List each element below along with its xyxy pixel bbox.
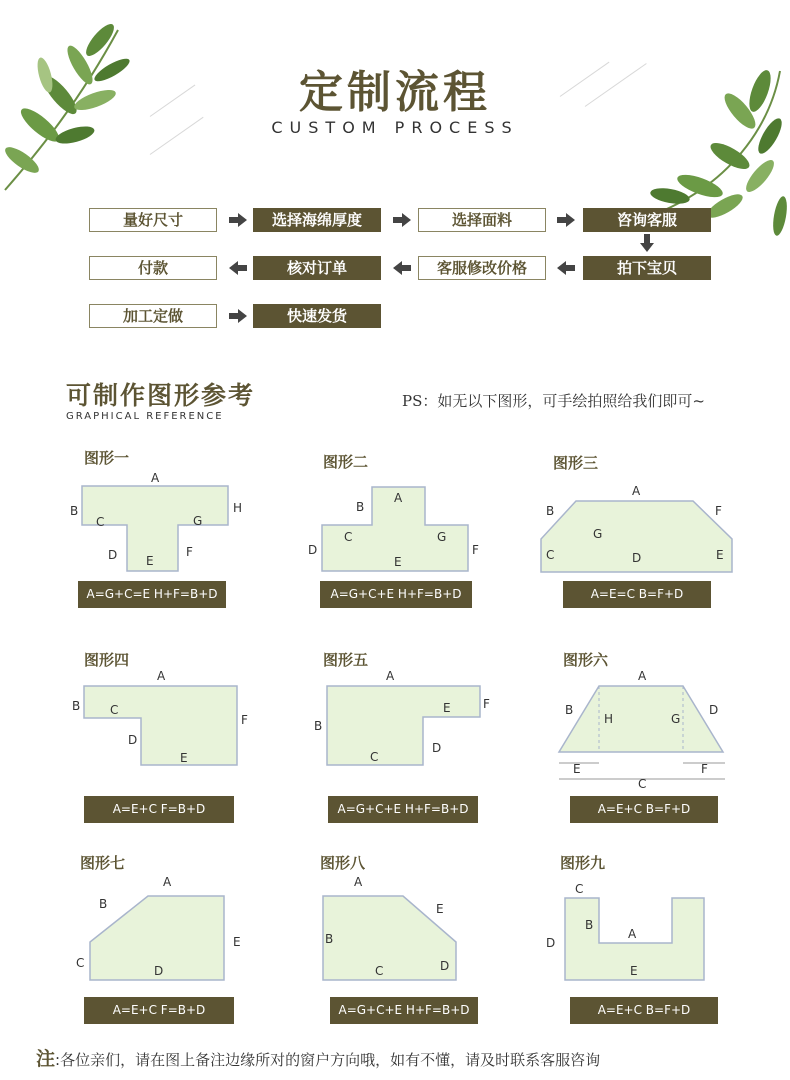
- svg-text:A: A: [628, 927, 637, 941]
- svg-text:C: C: [76, 956, 85, 970]
- svg-text:B: B: [70, 504, 79, 518]
- svg-text:B: B: [565, 703, 574, 717]
- svg-text:B: B: [356, 500, 365, 514]
- section-subtitle: GRAPHICAL REFERENCE: [66, 411, 224, 422]
- shape-formula: A=E+C F=B+D: [84, 796, 234, 823]
- svg-text:H: H: [233, 501, 243, 515]
- step-fast-ship: 快速发货: [253, 304, 381, 328]
- shape-formula: A=G+C=E H+F=B+D: [78, 581, 226, 608]
- svg-text:C: C: [370, 750, 379, 764]
- arrow-right-icon: [393, 213, 411, 227]
- note-text: :各位亲们，请在图上备注边缘所对的窗户方向哦，如有不懂，请及时联系客服咨询: [55, 1051, 601, 1069]
- svg-text:B: B: [546, 504, 555, 518]
- arrow-right-icon: [229, 309, 247, 323]
- svg-text:C: C: [638, 777, 647, 791]
- shape-8-diagram: [312, 872, 482, 984]
- page-title: 定制流程: [299, 67, 491, 118]
- svg-text:G: G: [437, 530, 447, 544]
- arrow-right-icon: [229, 213, 247, 227]
- shape-5-diagram: [310, 668, 510, 773]
- svg-text:D: D: [432, 741, 442, 755]
- svg-text:B: B: [314, 719, 323, 733]
- step-check-order: 核对订单: [253, 256, 381, 280]
- shape-1-diagram: [66, 468, 256, 578]
- shape-3-diagram: [538, 482, 738, 577]
- step-measure-size: 量好尺寸: [89, 208, 217, 232]
- svg-text:E: E: [573, 762, 581, 776]
- svg-text:B: B: [72, 699, 81, 713]
- svg-text:D: D: [632, 551, 642, 565]
- svg-text:E: E: [233, 935, 241, 949]
- svg-text:G: G: [593, 527, 603, 541]
- svg-text:B: B: [585, 918, 594, 932]
- svg-text:C: C: [110, 703, 119, 717]
- svg-text:G: G: [671, 712, 681, 726]
- shape-label: 图形四: [84, 651, 130, 669]
- shape-formula: A=E+C B=F+D: [570, 796, 718, 823]
- step-modify-price: 客服修改价格: [418, 256, 546, 280]
- svg-text:A: A: [157, 669, 166, 683]
- svg-text:F: F: [483, 697, 490, 711]
- svg-text:E: E: [443, 701, 451, 715]
- svg-text:A: A: [386, 669, 395, 683]
- svg-text:C: C: [96, 515, 105, 529]
- arrow-down-icon: [640, 234, 654, 252]
- svg-text:D: D: [546, 936, 556, 950]
- svg-text:D: D: [108, 548, 118, 562]
- svg-text:E: E: [436, 902, 444, 916]
- arrow-left-icon: [557, 261, 575, 275]
- svg-text:F: F: [241, 713, 248, 727]
- step-custom-make: 加工定做: [89, 304, 217, 328]
- svg-text:D: D: [154, 964, 164, 978]
- note-mark: 注: [36, 1048, 56, 1070]
- svg-text:B: B: [325, 932, 334, 946]
- svg-text:A: A: [394, 491, 403, 505]
- shape-formula: A=G+C+E H+F=B+D: [328, 796, 478, 823]
- svg-text:E: E: [146, 554, 154, 568]
- shape-formula: A=E+C F=B+D: [84, 997, 234, 1024]
- svg-text:F: F: [186, 545, 193, 559]
- shape-7-diagram: [72, 872, 262, 984]
- step-choose-fabric: 选择面料: [418, 208, 546, 232]
- shape-label: 图形五: [323, 651, 369, 669]
- svg-text:D: D: [440, 959, 450, 973]
- arrow-left-icon: [229, 261, 247, 275]
- shape-9-diagram: [543, 876, 713, 984]
- page-subtitle: CUSTOM PROCESS: [271, 118, 519, 137]
- shape-4-diagram: [66, 668, 256, 773]
- shape-label: 图形三: [553, 454, 599, 472]
- section-title: 可制作图形参考: [66, 381, 256, 410]
- shape-label: 图形六: [563, 651, 609, 669]
- svg-text:C: C: [546, 548, 555, 562]
- svg-text:F: F: [701, 762, 708, 776]
- step-payment: 付款: [89, 256, 217, 280]
- svg-text:A: A: [638, 669, 647, 683]
- step-consult-service: 咨询客服: [583, 208, 711, 232]
- shape-label: 图形九: [560, 854, 606, 872]
- svg-text:D: D: [128, 733, 138, 747]
- shape-formula: A=G+C+E H+F=B+D: [330, 997, 478, 1024]
- svg-text:E: E: [180, 751, 188, 765]
- step-choose-sponge: 选择海绵厚度: [253, 208, 381, 232]
- arrow-left-icon: [393, 261, 411, 275]
- shape-label: 图形七: [80, 854, 126, 872]
- shape-label: 图形一: [84, 449, 130, 467]
- svg-text:E: E: [630, 964, 638, 978]
- shape-formula: A=E=C B=F+D: [563, 581, 711, 608]
- svg-text:A: A: [163, 875, 172, 889]
- shape-2-diagram: [305, 478, 495, 578]
- svg-text:C: C: [375, 964, 384, 978]
- svg-text:F: F: [472, 543, 479, 557]
- svg-text:D: D: [709, 703, 719, 717]
- shape-formula: A=G+C+E H+F=B+D: [320, 581, 472, 608]
- shape-label: 图形八: [320, 854, 366, 872]
- svg-text:A: A: [354, 875, 363, 889]
- shape-label: 图形二: [323, 453, 369, 471]
- arrow-right-icon: [557, 213, 575, 227]
- shape-6-diagram: [553, 668, 743, 793]
- svg-text:G: G: [193, 514, 203, 528]
- ps-note: PS：如无以下图形，可手绘拍照给我们即可~: [402, 392, 705, 410]
- svg-text:E: E: [394, 555, 402, 569]
- svg-text:F: F: [715, 504, 722, 518]
- svg-text:H: H: [604, 712, 614, 726]
- svg-text:A: A: [632, 484, 641, 498]
- svg-text:E: E: [716, 548, 724, 562]
- footer-note: [36, 1044, 600, 1071]
- svg-text:C: C: [575, 882, 584, 896]
- svg-text:D: D: [308, 543, 318, 557]
- svg-text:C: C: [344, 530, 353, 544]
- shape-formula: A=E+C B=F+D: [570, 997, 718, 1024]
- step-place-order: 拍下宝贝: [583, 256, 711, 280]
- svg-text:B: B: [99, 897, 108, 911]
- svg-text:A: A: [151, 471, 160, 485]
